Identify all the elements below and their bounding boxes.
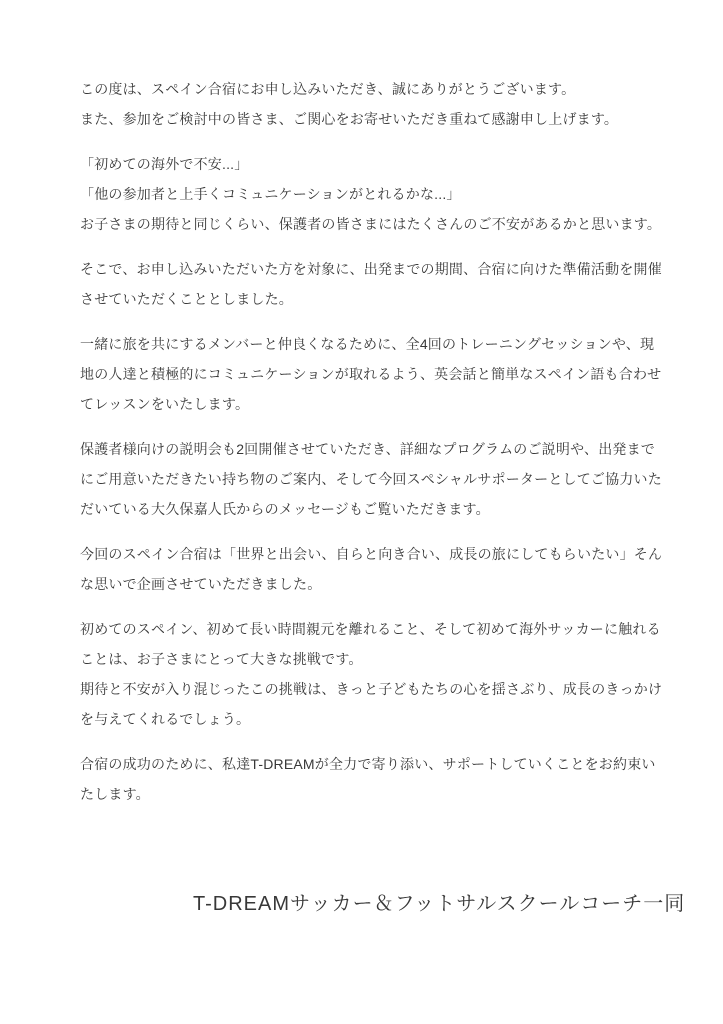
signature-line: T-DREAMサッカー＆フットサルスクールコーチ一同	[193, 893, 686, 915]
text-line: させていただくこととしました。	[80, 291, 293, 307]
paragraph-preparation-activity	[80, 254, 665, 314]
text-line: お子さまの期待と同じくらい、保護者の皆さまにはたくさんのご不安があるかと思います。	[80, 216, 662, 232]
text-line: だいている大久保嘉人氏からのメッセージもご覧いただきます。	[80, 501, 490, 517]
paragraph-promise	[80, 749, 665, 809]
text-line: ことは、お子さまにとって大きな挑戦です。	[80, 651, 363, 667]
paragraph-greeting	[80, 74, 665, 134]
text-line: 「初めての海外で不安...」	[80, 156, 249, 172]
text-line: を与えてくれるでしょう。	[80, 711, 251, 727]
text-line: にご用意いただきたい持ち物のご案内、そして今回スペシャルサポーターとしてご協力いた	[80, 471, 662, 487]
text-line: そこで、お申し込みいただいた方を対象に、出発までの期間、合宿に向けた準備活動を開催	[80, 261, 662, 277]
text-line: 初めてのスペイン、初めて長い時間親元を離れること、そして初めて海外サッカーに触れる	[80, 621, 661, 637]
text-line: 合宿の成功のために、私達T-DREAMが全力で寄り添い、サポートしていくことをお約束い	[80, 756, 656, 772]
text-line: 期待と不安が入り混じったこの挑戦は、きっと子どもたちの心を揺さぶり、成長のきっかけ	[80, 681, 663, 697]
text-line: 地の人達と積極的にコミュニケーションが取れるよう、英会話と簡単なスペイン語も合わせ	[80, 366, 662, 382]
text-line: てレッスンをいたします。	[80, 396, 250, 412]
text-line: また、参加をご検討中の皆さま、ご関心をお寄せいただき重ねて感謝申し上げます。	[80, 111, 619, 127]
paragraph-challenge	[80, 614, 665, 734]
paragraph-camp-theme	[80, 539, 665, 599]
paragraph-training-sessions	[80, 329, 665, 419]
text-line: この度は、スペイン合宿にお申し込みいただき、誠にありがとうございます。	[80, 81, 576, 97]
paragraph-briefing-sessions	[80, 434, 665, 524]
text-line: 保護者様向けの説明会も2回開催させていただき、詳細なプログラムのご説明や、出発まで	[80, 441, 656, 457]
text-line: 一緒に旅を共にするメンバーと仲良くなるために、全4回のトレーニングセッションや、現	[80, 336, 655, 352]
text-line: な思いで企画させていただきました。	[80, 576, 322, 592]
text-line: たします。	[80, 786, 150, 802]
paragraph-concerns	[80, 149, 665, 239]
text-line: 今回のスペイン合宿は「世界と出会い、自らと向き合い、成長の旅にしてもらいたい」そん	[80, 546, 663, 562]
text-line: 「他の参加者と上手くコミュニケーションがとれるかな...」	[80, 186, 461, 202]
